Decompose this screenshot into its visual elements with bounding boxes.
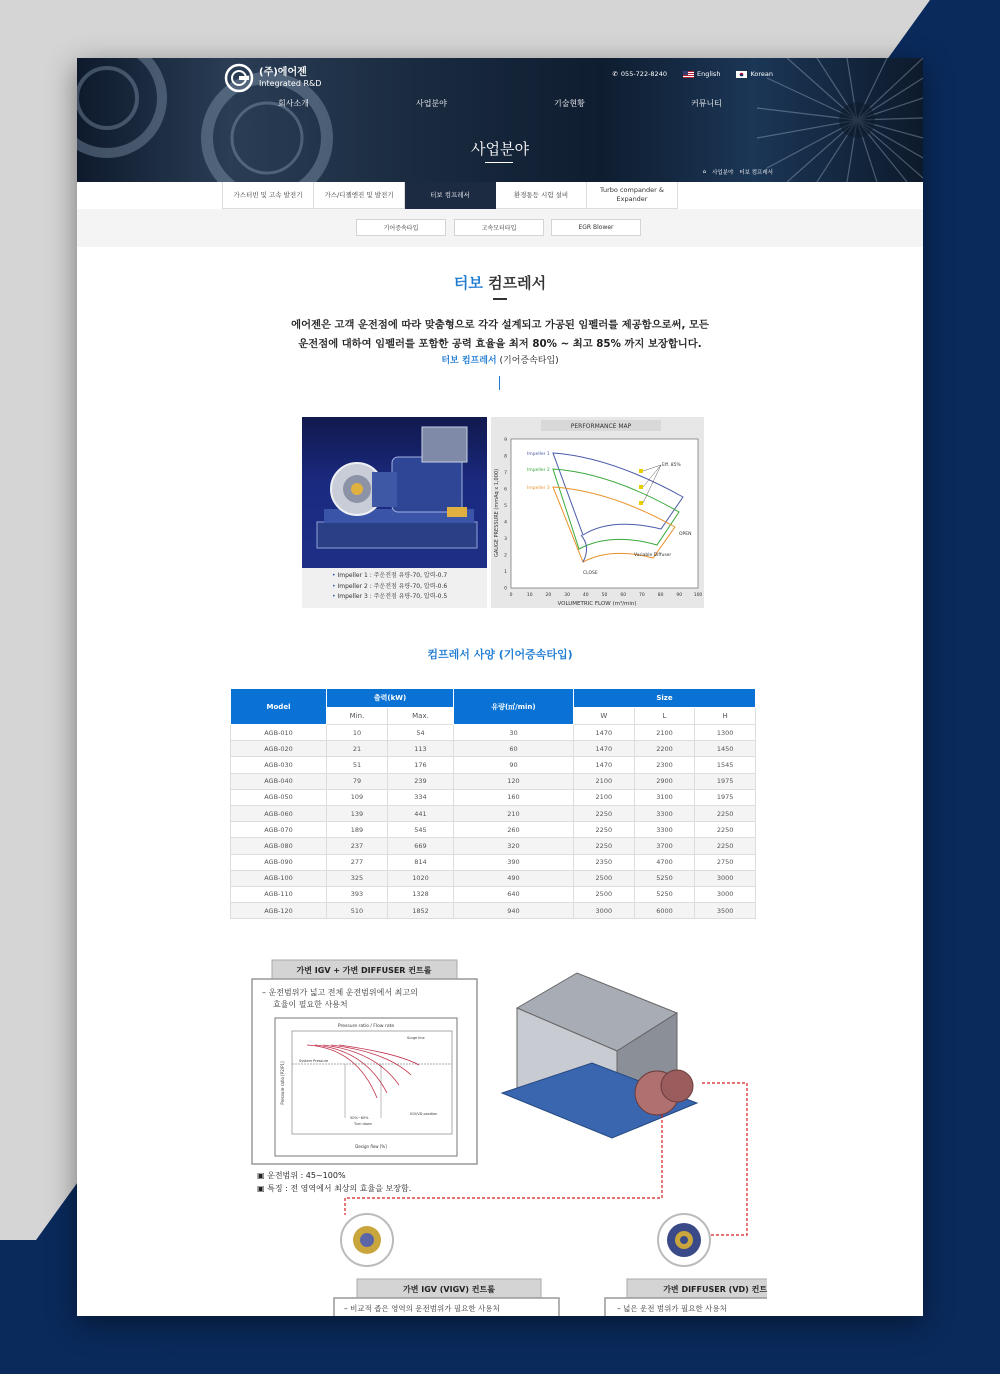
table-row [231,822,756,838]
x-tick-label: 10 [526,593,533,598]
table-row [231,805,756,821]
perf-map-plot-area [511,439,698,588]
col-model: Model [231,689,327,725]
y-tick-label: 3 [504,537,507,542]
table-cell: 30 [454,725,574,741]
table-cell: 2250 [695,805,756,821]
table-cell: 2300 [634,757,695,773]
table-cell: AGB-060 [231,805,327,821]
kr-flag-icon [736,71,747,78]
table-row [231,789,756,805]
table-cell: 2250 [695,822,756,838]
tab-turbo-compressor[interactable]: 터보 컴프레서 [405,182,496,209]
pressure-chart-frame [275,1018,457,1156]
table-cell: 3000 [574,903,635,919]
y-tick-label: 1 [504,570,507,575]
intro-text: 에어젠은 고객 운전점에 따라 맞춤형으로 각각 설계되고 가공된 임펠러를 제공함으로써, 모든 운전점에 대하여 임펠러를 포함한 공력 효율을 최저 80% ~ 최고 85% 까지 보장합니다. [291,319,709,350]
logo-mark-icon [224,63,254,93]
logo-english-name: Integrated R&D [259,79,322,88]
table-cell: 2350 [574,854,635,870]
table-cell: 1975 [695,789,756,805]
nav-business[interactable]: 사업분야 [416,99,447,108]
table-cell: 669 [388,838,454,854]
home-icon[interactable]: ⌂ [702,169,707,175]
table-cell: 2250 [574,838,635,854]
col-l: L [634,708,695,725]
tab-turbo-compander[interactable]: Turbo compander & Expander [587,182,678,209]
table-cell: 51 [327,757,388,773]
vd-title: 가변 DIFFUSER (VD) 컨트롤 [663,1285,767,1294]
igv-vd-desc-1: – 운전범위가 넓고 전체 운전범위에서 최고의 [262,988,418,997]
spec-table [230,688,756,919]
col-size: Size [574,689,756,708]
igv-desc: – 비교적 좁은 영역의 운전범위가 필요한 사용처 [344,1304,500,1313]
open-label: OPEN [679,532,692,537]
phone-number[interactable]: ✆ 055-722-8240 [612,70,667,78]
table-cell: AGB-010 [231,725,327,741]
table-cell: 1975 [695,773,756,789]
table-row [231,725,756,741]
igv-vd-title: 가변 IGV + 가변 DIFFUSER 컨트롤 [296,966,432,975]
logo-korean-name: (주)에어젠 [259,67,307,78]
x-tick-label: 90 [676,593,683,598]
y-tick-label: 0 [504,586,507,592]
turn-down-label: Turn down [354,1122,372,1126]
perf-map-xlabel: VOLUMETRIC FLOW (m³/min) [557,601,637,607]
table-row [231,773,756,789]
title-divider [493,298,507,300]
surge-line-label: Surge line [407,1036,425,1040]
table-cell: AGB-110 [231,886,327,902]
table-cell: 3100 [634,789,695,805]
nav-community[interactable]: 커뮤니티 [691,99,722,108]
y-tick-label: 8 [504,454,507,460]
col-flow: 유량(㎥/min) [454,689,574,725]
operating-range-text: ▣ 운전범위 : 45~100% [257,1171,346,1180]
table-cell: 2900 [634,773,695,789]
category-tabs [222,182,678,209]
table-cell: 54 [388,725,454,741]
table-cell: 6000 [634,903,695,919]
intro-subtitle: 터보 컴프레서 (기어증속타입) [441,356,559,366]
impeller-note-1: • Impeller 1 : 주운전점 유량-70, 압력-0.7 [332,571,487,582]
vd-desc: – 넓은 운전 범위가 필요한 사용처 [617,1304,727,1313]
lang-english-link[interactable]: English [683,70,720,78]
main-navigation [77,98,923,112]
table-cell: AGB-070 [231,822,327,838]
control-diagram [247,953,767,1316]
compressor-illustration [502,973,697,1138]
table-cell: 2200 [634,741,695,757]
x-tick-label: 50 [601,593,608,598]
table-cell: 109 [327,789,388,805]
turbine-background-image [77,58,923,182]
company-logo[interactable] [224,63,321,93]
eff-label: Eff. 85% [662,463,681,468]
table-cell: AGB-030 [231,757,327,773]
table-cell: 2100 [574,789,635,805]
table-cell: 814 [388,854,454,870]
x-tick-label: 30 [564,593,570,598]
table-cell: 3500 [695,903,756,919]
y-tick-label: 7 [504,471,507,476]
table-cell: 2250 [574,805,635,821]
table-cell: 1020 [388,870,454,886]
vd-label: Variable Diffuser [634,553,672,558]
x-tick-label: 60 [620,593,627,598]
close-label: CLOSE [583,571,598,576]
igv-vd-desc-2: 효율이 필요한 사용처 [273,1000,348,1009]
eff-point-1 [639,469,643,473]
pressure-ratio-label: Pressure ratio [P2/P1] [280,1061,285,1105]
table-cell: 510 [327,903,388,919]
table-cell: 1300 [695,725,756,741]
table-cell: 210 [454,805,574,821]
table-cell: 10 [327,725,388,741]
table-cell: AGB-100 [231,870,327,886]
table-cell: 1470 [574,741,635,757]
table-cell: AGB-040 [231,773,327,789]
table-cell: 1450 [695,741,756,757]
y-tick-label: 6 [504,487,507,493]
table-cell: 1852 [388,903,454,919]
top-utility-bar [612,70,773,78]
breadcrumb-item-business[interactable]: 사업분야 [712,170,734,176]
imp1-label: Impeller 1 [527,452,550,457]
table-cell: AGB-050 [231,789,327,805]
x-tick-label: 70 [639,593,645,598]
imp2-label: Impeller 2 [527,468,550,473]
table-cell: 5250 [634,886,695,902]
x-tick-label: 0 [509,593,513,598]
table-cell: 2500 [574,886,635,902]
table-cell: 120 [454,773,574,789]
subtab-high-speed-motor[interactable]: 고속모터타입 [454,219,544,236]
table-cell: 3000 [695,886,756,902]
phone-icon: ✆ [612,70,618,78]
impeller-note-2: • Impeller 2 : 주운전점 유량-70, 압력-0.6 [332,582,487,593]
x-tick-label: 20 [545,593,552,598]
col-max: Max. [388,708,454,725]
table-cell: 237 [327,838,388,854]
table-cell: 3300 [634,822,695,838]
table-cell: 176 [388,757,454,773]
col-min: Min. [327,708,388,725]
igv-position-label: IGV/VD position [410,1112,438,1116]
table-cell: AGB-020 [231,741,327,757]
tab-diesel-engine[interactable]: 가스/디젤엔진 및 발전기 [314,182,405,209]
table-cell: 1328 [388,886,454,902]
table-cell: AGB-090 [231,854,327,870]
compressor-photo-card [302,417,487,608]
table-cell: 640 [454,886,574,902]
eff-point-2 [639,485,643,489]
lang-korean-link[interactable]: Korean [736,70,773,78]
table-cell: 277 [327,854,388,870]
table-cell: 79 [327,773,388,789]
table-cell: 2750 [695,854,756,870]
table-cell: 3700 [634,838,695,854]
table-cell: 21 [327,741,388,757]
y-tick-label: 5 [504,504,507,509]
col-w: W [574,708,635,725]
table-cell: 90 [454,757,574,773]
section-title: 터보 컴프레서 [453,274,547,292]
table-cell: 239 [388,773,454,789]
performance-map [491,417,704,608]
perf-map-title: PERFORMANCE MAP [570,423,632,430]
table-cell: 2100 [574,773,635,789]
table-cell: 189 [327,822,388,838]
x-tick-label: 40 [582,593,589,598]
title-underline [485,162,513,163]
subtab-egr-blower[interactable]: EGR Blower [551,219,641,236]
design-flow-label: Design flow [%] [355,1144,387,1149]
impeller-notes [302,568,487,603]
table-cell: 441 [388,805,454,821]
table-cell: 3000 [695,870,756,886]
table-row [231,854,756,870]
us-flag-icon [683,71,694,78]
table-cell: 490 [454,870,574,886]
table-cell: 393 [327,886,388,902]
breadcrumb-item-current: 터보 컴프레서 [739,170,773,176]
range-label: 50%~65% [350,1116,369,1120]
table-row [231,757,756,773]
x-tick-label: 80 [657,593,664,598]
subtab-gear-type[interactable]: 기어증속타입 [356,219,446,236]
table-cell: 113 [388,741,454,757]
y-tick-label: 4 [504,520,507,526]
table-row [231,741,756,757]
table-cell: 3300 [634,805,695,821]
table-row [231,870,756,886]
x-tick-label: 100 [693,593,703,598]
compressor-photo [302,417,487,568]
pressure-chart-title: Pressure ratio / Flow rate [337,1024,395,1029]
breadcrumb [703,168,773,176]
table-cell: AGB-120 [231,903,327,919]
table-cell: 1470 [574,725,635,741]
table-cell: 2500 [574,870,635,886]
table-cell: 320 [454,838,574,854]
tab-environment-test[interactable]: 환경통등 시험 설비 [496,182,587,209]
y-tick-label: 9 [504,438,507,443]
eff-point-3 [639,501,643,505]
nav-technology[interactable]: 기술현황 [554,99,585,108]
hero-header [77,58,923,182]
system-pressure-label: System Pressure [299,1059,329,1063]
tab-gas-turbine[interactable]: 가스터빈 및 고속 발전기 [223,182,314,209]
table-cell: 5250 [634,870,695,886]
impeller-note-3: • Impeller 3 : 주운전점 유량-70, 압력-0.5 [332,592,487,603]
table-cell: 2250 [574,822,635,838]
table-cell: 325 [327,870,388,886]
col-h: H [695,708,756,725]
table-cell: 60 [454,741,574,757]
table-row [231,903,756,919]
page-title: 사업분야 [471,140,529,158]
y-tick-label: 2 [504,553,507,559]
table-cell: 390 [454,854,574,870]
col-output: 출력(kW) [327,689,454,708]
table-cell: 2100 [634,725,695,741]
table-cell: 4700 [634,854,695,870]
table-cell: 334 [388,789,454,805]
table-cell: 139 [327,805,388,821]
table-cell: AGB-080 [231,838,327,854]
perf-map-ylabel: GAUGE PRESSURE (mmAq x 1,000) [494,468,500,558]
table-row [231,886,756,902]
table-cell: 1470 [574,757,635,773]
table-cell: 940 [454,903,574,919]
table-cell: 260 [454,822,574,838]
table-cell: 160 [454,789,574,805]
feature-text: ▣ 특징 : 전 영역에서 최상의 효율을 보장함. [257,1184,412,1193]
table-row [231,838,756,854]
table-cell: 2250 [695,838,756,854]
vertical-divider [499,376,500,390]
table-cell: 545 [388,822,454,838]
page-frame [77,58,923,1316]
imp3-label: Impeller 3 [527,486,550,491]
spec-title: 컴프레서 사양 (기어증속타입) [427,648,573,661]
table-cell: 1545 [695,757,756,773]
igv-title: 가변 IGV (VIGV) 컨트롤 [403,1285,495,1294]
nav-company[interactable]: 회사소개 [278,99,309,108]
subtab-bar [77,209,923,247]
